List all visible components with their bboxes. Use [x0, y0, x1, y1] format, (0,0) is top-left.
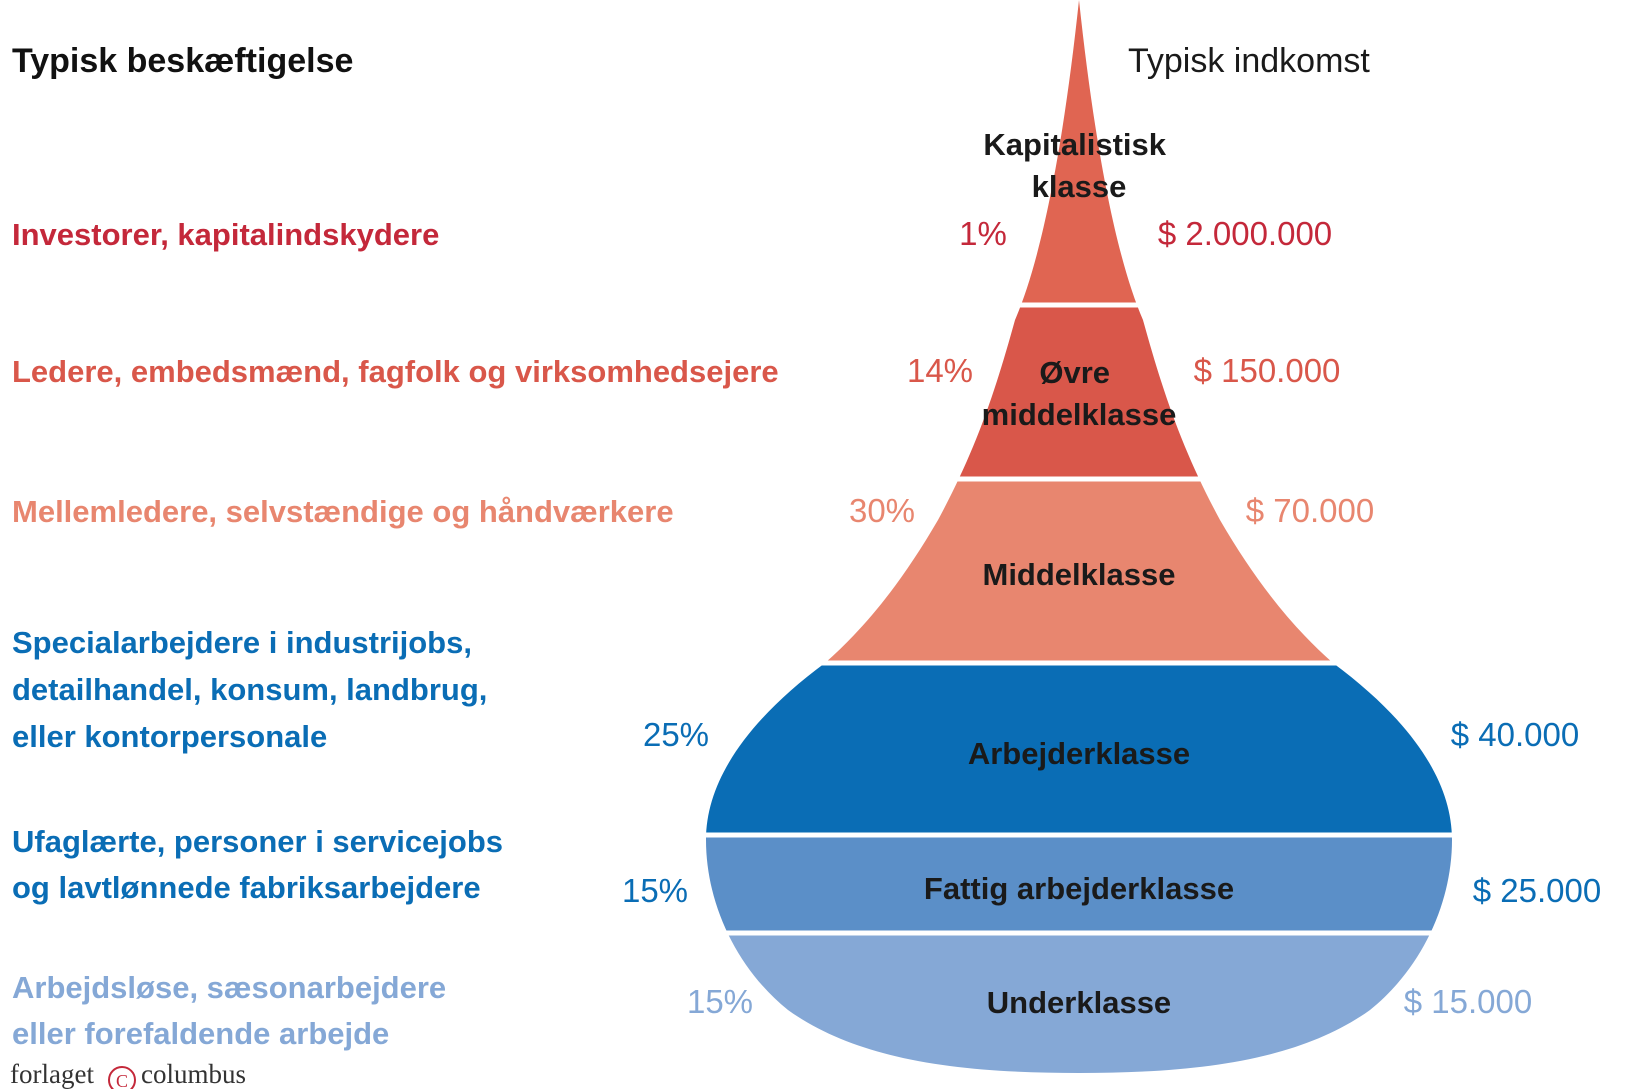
occupation-middelklasse	[12, 494, 674, 529]
class-label-underklasse	[987, 985, 1171, 1020]
occupation-line: Ufaglærte, personer i servicejobs	[12, 824, 504, 859]
copyright-mark-letter: C	[115, 1071, 129, 1089]
occupation-arbejderklasse	[12, 625, 496, 754]
occupation-underklasse	[12, 970, 455, 1051]
occupation-line: Arbejdsløse, sæsonarbejdere	[12, 970, 447, 1005]
class-label-line: Underklasse	[986, 985, 1172, 1020]
class-label-line: Kapitalistisk	[983, 127, 1166, 162]
occupation-line: detailhandel, konsum, landbrug,	[12, 672, 488, 707]
income-middelklasse: $ 70.000	[1245, 492, 1375, 529]
band-ovre-middelklasse	[0, 305, 1628, 479]
occupation-line: Specialarbejdere i industrijobs,	[12, 625, 472, 660]
income-kapitalistisk: $ 2.000.000	[1157, 215, 1333, 252]
occupation-line: Ledere, embedsmænd, fagfolk og virksomhedsejere	[12, 354, 779, 389]
percent-arbejderklasse: 25%	[642, 716, 710, 753]
percent-ovre-middelklasse: 14%	[906, 352, 974, 389]
percent-fattig-arbejderklasse: 15%	[621, 872, 689, 909]
income-underklasse: $ 15.000	[1403, 983, 1533, 1020]
occupation-column	[12, 217, 779, 1051]
percent-underklasse: 15%	[686, 983, 754, 1020]
occupation-header: Typisk beskæftigelse	[12, 42, 354, 80]
occupation-line: eller kontorpersonale	[12, 719, 328, 754]
class-label-line: klasse	[1031, 169, 1127, 204]
class-label-fattig-arbejderklasse	[924, 871, 1234, 906]
class-label-line: Arbejderklasse	[967, 736, 1191, 771]
occupation-kapitalistisk	[12, 217, 439, 252]
occupation-fattig-arbejderklasse	[12, 824, 512, 905]
percent-middelklasse: 30%	[848, 492, 916, 529]
occupation-line: Investorer, kapitalindskydere	[12, 217, 440, 252]
income-ovre-middelklasse: $ 150.000	[1193, 352, 1341, 389]
income-header: Typisk indkomst	[1128, 42, 1370, 80]
class-label-line: middelklasse	[981, 397, 1177, 432]
income-fattig-arbejderklasse: $ 25.000	[1472, 872, 1602, 909]
occupation-ovre-middelklasse	[12, 354, 779, 389]
occupation-line: eller forefaldende arbejde	[12, 1016, 390, 1051]
publisher-name-after: columbus	[141, 1059, 246, 1089]
class-label-line: Fattig arbejderklasse	[923, 871, 1235, 906]
occupation-line: Mellemledere, selvstændige og håndværkere	[12, 494, 674, 529]
occupation-line: og lavtlønnede fabriksarbejdere	[12, 870, 481, 905]
class-label-line: Middelklasse	[982, 557, 1176, 592]
publisher-name-before: forlaget	[10, 1059, 94, 1089]
percent-kapitalistisk: 1%	[959, 215, 1007, 252]
class-label-line: Øvre	[1039, 355, 1111, 390]
income-arbejderklasse: $ 40.000	[1450, 716, 1580, 753]
publisher-logo	[10, 1059, 246, 1089]
class-label-arbejderklasse	[968, 736, 1190, 771]
class-label-middelklasse	[983, 557, 1176, 592]
